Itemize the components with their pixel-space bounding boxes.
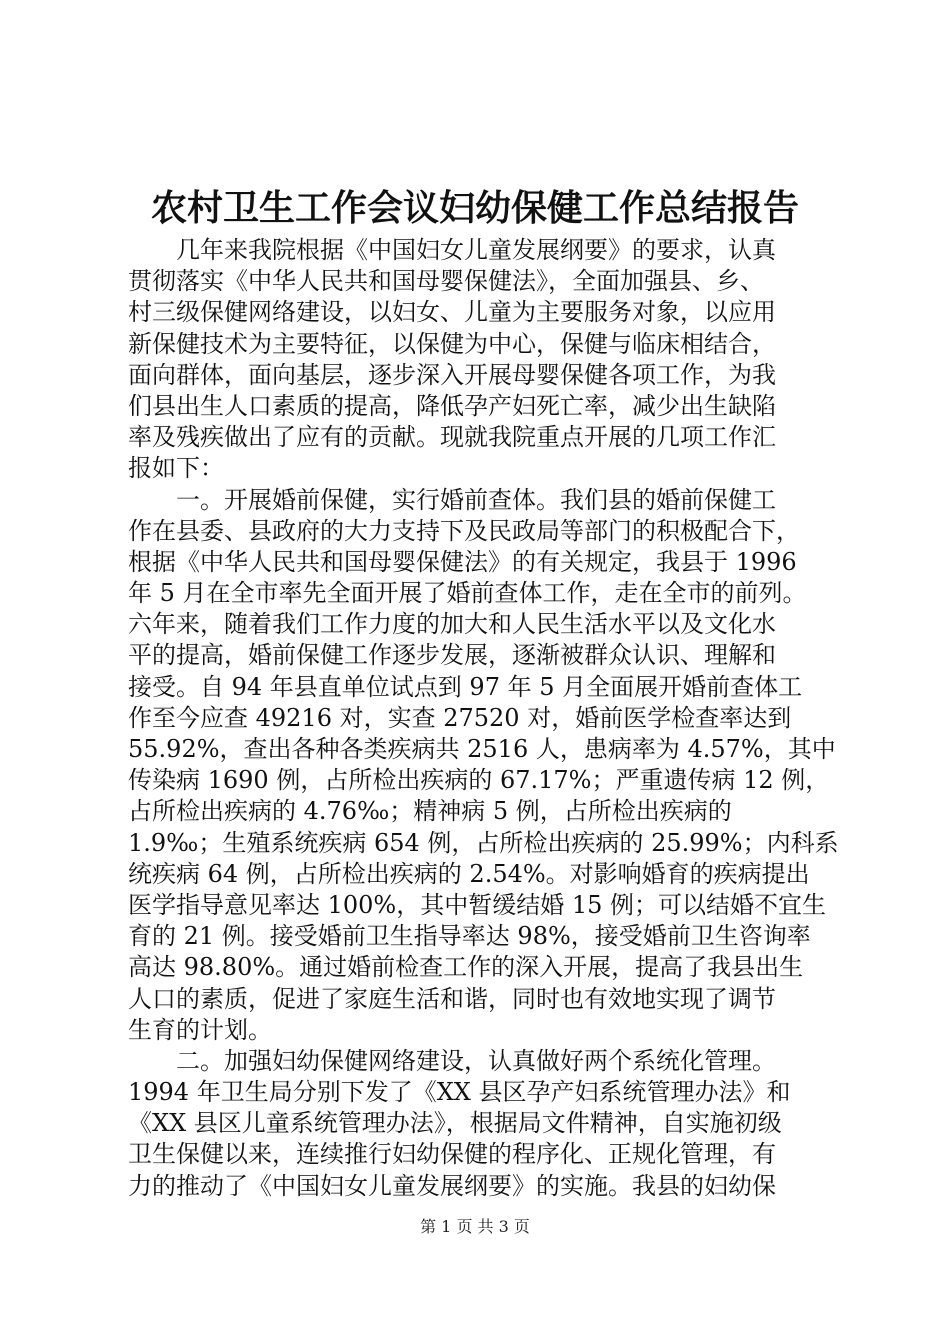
text-line: 根据《中华人民共和国母婴保健法》的有关规定，我县于 1996 (128, 547, 797, 576)
document-body (128, 235, 839, 1202)
page-footer: 第 1 页 共 3 页 (420, 1217, 530, 1236)
text-line: 生育的计划。 (128, 1015, 272, 1044)
text-line: 占所检出疾病的 4.76‰；精神病 5 例，占所检出疾病的 (128, 797, 732, 826)
text-line: 平的提高，婚前保健工作逐步发展，逐渐被群众认识、理解和 (128, 641, 776, 670)
text-line: 统疾病 64 例，占所检出疾病的 2.54%。对影响婚育的疾病提出 (128, 859, 810, 888)
text-line: 二。加强妇幼保健网络建设，认真做好两个系统化管理。 (176, 1046, 776, 1075)
text-line: 作在县委、县政府的大力支持下及民政局等部门的积极配合下， (128, 516, 800, 545)
text-line: 面向群体，面向基层，逐步深入开展母婴保健各项工作，为我 (128, 360, 776, 389)
text-line: 1.9‰；生殖系统疾病 654 例，占所检出疾病的 25.99%；内科系 (128, 828, 839, 857)
document-title: 农村卫生工作会议妇幼保健工作总结报告 (150, 187, 799, 229)
text-line: 作至今应查 49216 对，实查 27520 对，婚前医学检查率达到 (128, 703, 792, 732)
text-line: 们县出生人口素质的提高，降低孕产妇死亡率，减少出生缺陷 (128, 391, 776, 420)
text-line: 报如下： (128, 454, 224, 483)
text-line: 传染病 1690 例，占所检出疾病的 67.17%；严重遗传病 12 例， (128, 766, 830, 795)
text-line: 高达 98.80%。通过婚前检查工作的深入开展，提高了我县出生 (128, 953, 804, 982)
text-line: 率及残疾做出了应有的贡献。现就我院重点开展的几项工作汇 (128, 423, 776, 452)
text-line: 一。开展婚前保健，实行婚前查体。我们县的婚前保健工 (176, 485, 776, 514)
text-line: 年 5 月在全市率先全面开展了婚前查体工作，走在全市的前列。 (128, 579, 807, 608)
text-line: 1994 年卫生局分别下发了《XX 县区孕产妇系统管理办法》和 (128, 1078, 791, 1107)
text-line: 六年来，随着我们工作力度的加大和人民生活水平以及文化水 (128, 610, 776, 639)
text-line: 育的 21 例。接受婚前卫生指导率达 98%，接受婚前卫生咨询率 (128, 922, 811, 951)
text-line: 人口的素质，促进了家庭生活和谐，同时也有效地实现了调节 (128, 984, 776, 1013)
text-line: 卫生保健以来，连续推行妇幼保健的程序化、正规化管理，有 (128, 1140, 776, 1169)
text-line: 《XX 县区儿童系统管理办法》，根据局文件精神，自实施初级 (128, 1109, 782, 1138)
text-line: 力的推动了《中国妇女儿童发展纲要》的实施。我县的妇幼保 (128, 1171, 776, 1200)
text-line: 村三级保健网络建设，以妇女、儿童为主要服务对象，以应用 (128, 298, 776, 327)
text-line: 医学指导意见率达 100%，其中暂缓结婚 15 例；可以结婚不宜生 (128, 890, 827, 919)
text-line: 55.92%，查出各种各类疾病共 2516 人，患病率为 4.57%，其中 (128, 735, 836, 763)
text-line: 新保健技术为主要特征，以保健为中心，保健与临床相结合， (128, 329, 776, 358)
text-line: 贯彻落实《中华人民共和国母婴保健法》，全面加强县、乡、 (128, 267, 764, 296)
text-line: 几年来我院根据《中国妇女儿童发展纲要》的要求，认真 (176, 236, 776, 264)
text-line: 接受。自 94 年县直单位试点到 97 年 5 月全面展开婚前查体工 (128, 672, 803, 701)
